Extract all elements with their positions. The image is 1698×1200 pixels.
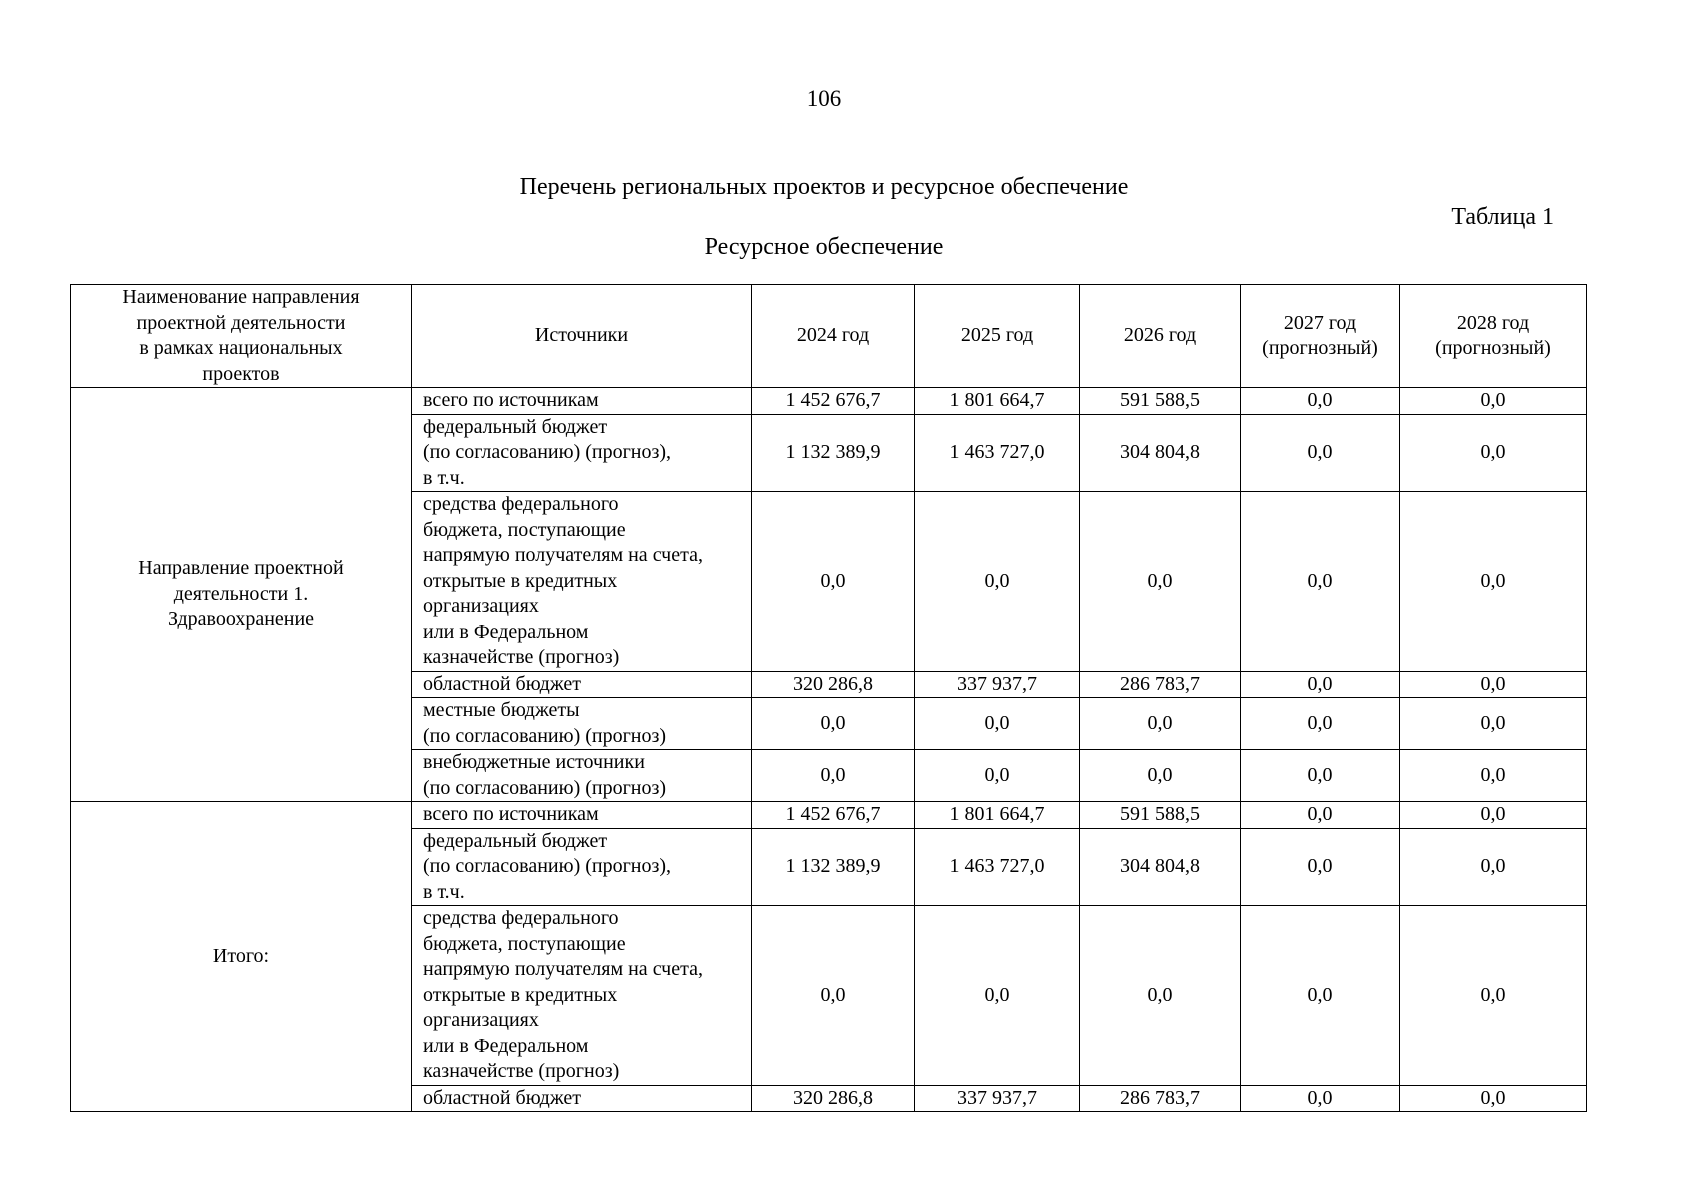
header-sources: Источники xyxy=(412,285,752,388)
header-2028: 2028 год (прогнозный) xyxy=(1400,285,1587,388)
source-cell: федеральный бюджет (по согласованию) (прогноз), в т.ч. xyxy=(412,414,752,492)
value-2028: 0,0 xyxy=(1400,492,1587,672)
value-2028: 0,0 xyxy=(1400,414,1587,492)
header-direction: Наименование направления проектной деятельности в рамках национальных проектов xyxy=(71,285,412,388)
direction-cell: Направление проектной деятельности 1. Здравоохранение xyxy=(71,388,412,802)
value-2026: 304 804,8 xyxy=(1080,828,1241,906)
value-2024: 0,0 xyxy=(752,750,915,802)
total-cell: Итого: xyxy=(71,802,412,1112)
value-2025: 0,0 xyxy=(915,906,1080,1086)
resource-table xyxy=(70,284,1587,1112)
value-2024: 0,0 xyxy=(752,492,915,672)
value-2027: 0,0 xyxy=(1241,828,1400,906)
value-2027: 0,0 xyxy=(1241,1085,1400,1112)
value-2025: 1 801 664,7 xyxy=(915,802,1080,829)
header-2025: 2025 год xyxy=(915,285,1080,388)
value-2026: 591 588,5 xyxy=(1080,802,1241,829)
source-cell: средства федерального бюджета, поступающие напрямую получателям на счета, открытые в кредитных организациях или в Федеральном казначействе (прогноз) xyxy=(412,492,752,672)
table-row xyxy=(71,388,1587,415)
source-cell: всего по источникам xyxy=(412,388,752,415)
value-2024: 1 452 676,7 xyxy=(752,802,915,829)
value-2024: 1 132 389,9 xyxy=(752,414,915,492)
source-cell: всего по источникам xyxy=(412,802,752,829)
value-2025: 337 937,7 xyxy=(915,1085,1080,1112)
value-2025: 1 463 727,0 xyxy=(915,414,1080,492)
value-2027: 0,0 xyxy=(1241,802,1400,829)
value-2024: 1 132 389,9 xyxy=(752,828,915,906)
source-cell: средства федерального бюджета, поступающие напрямую получателям на счета, открытые в кредитных организациях или в Федеральном казначействе (прогноз) xyxy=(412,906,752,1086)
value-2028: 0,0 xyxy=(1400,388,1587,415)
value-2024: 320 286,8 xyxy=(752,1085,915,1112)
value-2028: 0,0 xyxy=(1400,802,1587,829)
value-2028: 0,0 xyxy=(1400,906,1587,1086)
value-2026: 286 783,7 xyxy=(1080,1085,1241,1112)
value-2026: 0,0 xyxy=(1080,492,1241,672)
value-2027: 0,0 xyxy=(1241,492,1400,672)
value-2025: 0,0 xyxy=(915,698,1080,750)
value-2026: 591 588,5 xyxy=(1080,388,1241,415)
source-cell: областной бюджет xyxy=(412,1085,752,1112)
value-2028: 0,0 xyxy=(1400,1085,1587,1112)
value-2027: 0,0 xyxy=(1241,750,1400,802)
value-2025: 0,0 xyxy=(915,750,1080,802)
value-2024: 0,0 xyxy=(752,698,915,750)
value-2026: 0,0 xyxy=(1080,698,1241,750)
value-2026: 304 804,8 xyxy=(1080,414,1241,492)
header-2024: 2024 год xyxy=(752,285,915,388)
value-2028: 0,0 xyxy=(1400,828,1587,906)
table-caption: Ресурсное обеспечение xyxy=(704,234,944,260)
header-2027: 2027 год (прогнозный) xyxy=(1241,285,1400,388)
value-2024: 0,0 xyxy=(752,906,915,1086)
source-cell: областной бюджет xyxy=(412,671,752,698)
source-cell: местные бюджеты (по согласованию) (прогноз) xyxy=(412,698,752,750)
value-2028: 0,0 xyxy=(1400,698,1587,750)
document-title: Перечень региональных проектов и ресурсное обеспечение xyxy=(519,174,1129,200)
header-row xyxy=(71,285,1587,388)
source-cell: федеральный бюджет (по согласованию) (прогноз), в т.ч. xyxy=(412,828,752,906)
value-2024: 1 452 676,7 xyxy=(752,388,915,415)
value-2026: 0,0 xyxy=(1080,906,1241,1086)
value-2024: 320 286,8 xyxy=(752,671,915,698)
value-2027: 0,0 xyxy=(1241,671,1400,698)
value-2028: 0,0 xyxy=(1400,671,1587,698)
value-2025: 1 463 727,0 xyxy=(915,828,1080,906)
table-label: Таблица 1 xyxy=(1451,204,1554,230)
table-row xyxy=(71,802,1587,829)
page-number: 106 xyxy=(806,86,842,111)
value-2025: 1 801 664,7 xyxy=(915,388,1080,415)
value-2027: 0,0 xyxy=(1241,388,1400,415)
value-2027: 0,0 xyxy=(1241,698,1400,750)
value-2025: 0,0 xyxy=(915,492,1080,672)
value-2026: 0,0 xyxy=(1080,750,1241,802)
value-2028: 0,0 xyxy=(1400,750,1587,802)
header-2026: 2026 год xyxy=(1080,285,1241,388)
value-2027: 0,0 xyxy=(1241,414,1400,492)
value-2025: 337 937,7 xyxy=(915,671,1080,698)
source-cell: внебюджетные источники (по согласованию) (прогноз) xyxy=(412,750,752,802)
value-2026: 286 783,7 xyxy=(1080,671,1241,698)
value-2027: 0,0 xyxy=(1241,906,1400,1086)
